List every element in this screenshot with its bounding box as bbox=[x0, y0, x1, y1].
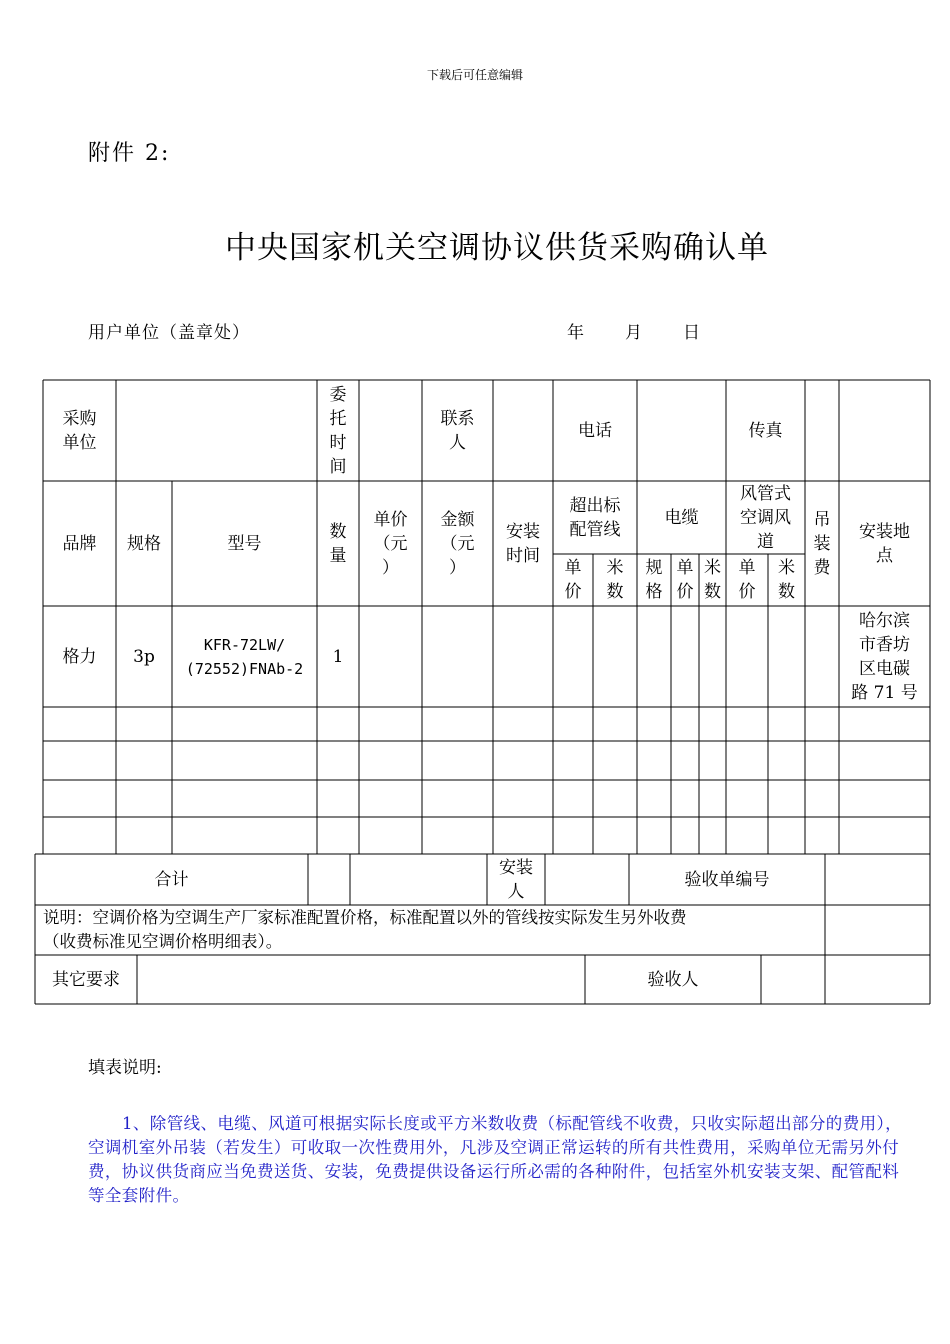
contact-value[interactable] bbox=[493, 380, 553, 481]
row-brand: 格力 bbox=[62, 646, 97, 667]
fill-note-heading: 填表说明: bbox=[88, 1058, 162, 1078]
entrust-time-value[interactable] bbox=[359, 380, 422, 481]
duct-unit-price-header: 单 价 bbox=[738, 558, 756, 602]
attachment-label: 附件 2: bbox=[88, 141, 171, 166]
other-requirements-label: 其它要求 bbox=[52, 969, 120, 990]
pricing-note: 说明：空调价格为空调生产厂家标准配置价格，标准配置以外的管线按实际发生另外收费 （收费标准见空调价格明细表）。 bbox=[43, 908, 687, 951]
header-note: 下载后可任意编辑 bbox=[426, 68, 523, 82]
cable-spec-header: 规 格 bbox=[645, 558, 663, 602]
cable-unit-price-header: 单 价 bbox=[676, 558, 694, 602]
day-label: 日 bbox=[683, 323, 700, 343]
install-time-header: 安装 时间 bbox=[506, 521, 540, 566]
installer-label: 安装 人 bbox=[499, 857, 533, 902]
quantity-header: 数 量 bbox=[329, 521, 347, 566]
month-label: 月 bbox=[625, 323, 642, 343]
entrust-time-label: 委 托 时 间 bbox=[329, 384, 347, 477]
brand-header: 品牌 bbox=[62, 533, 97, 554]
model-header: 型号 bbox=[227, 533, 262, 554]
year-label: 年 bbox=[567, 323, 584, 343]
duct-meters-header: 米 数 bbox=[778, 558, 795, 602]
fax-label: 传真 bbox=[748, 420, 783, 441]
phone-value[interactable] bbox=[637, 380, 726, 481]
extra-pipe-header: 超出标 配管线 bbox=[569, 495, 621, 540]
row-install-location: 哈尔滨 市香坊 区电碳 路 71 号 bbox=[851, 610, 918, 703]
row-quantity: 1 bbox=[332, 646, 344, 667]
row-model: KFR-72LW/ (72552)FNAb-2 bbox=[185, 635, 304, 678]
buyer-unit-value[interactable] bbox=[116, 380, 317, 481]
acceptor-label: 验收人 bbox=[647, 969, 699, 990]
fill-note-item-1: 1、除管线、电缆、风道可根据实际长度或平方米数收费（标配管线不收费，只收实际超出部分的费用），空调机室外吊装（若发生）可收取一次性费用外，凡涉及空调正常运转的所有共性费用，采购单位无需另外付费，协议供货商应当免费送货、安装，免费提供设备运行所必需的各种附件，包括室外机安装支架、配管配料等全套附件。 bbox=[88, 1114, 903, 1205]
document-title: 中央国家机关空调协议供货采购确认单 bbox=[225, 230, 769, 266]
user-unit-label: 用户单位（盖章处） bbox=[88, 323, 250, 343]
cable-meters-header: 米 数 bbox=[704, 558, 721, 602]
pipe-meters-header: 米 数 bbox=[606, 558, 624, 602]
duct-header: 风管式 空调风 道 bbox=[740, 483, 791, 552]
unit-price-header: 单价 （元 ） bbox=[373, 509, 408, 578]
install-location-header: 安装地 点 bbox=[859, 521, 910, 566]
contact-label: 联系 人 bbox=[440, 408, 475, 453]
amount-header: 金额 （元 ） bbox=[440, 509, 475, 578]
buyer-unit-label: 采购 单位 bbox=[62, 408, 97, 453]
fax-value[interactable] bbox=[805, 380, 930, 481]
row-spec: 3p bbox=[133, 646, 155, 667]
spec-header: 规格 bbox=[127, 533, 161, 554]
phone-label: 电话 bbox=[578, 420, 612, 441]
acceptance-number-label: 验收单编号 bbox=[684, 869, 770, 890]
pipe-unit-price-header: 单 价 bbox=[564, 558, 582, 602]
hoist-fee-header: 吊 装 费 bbox=[813, 509, 831, 578]
total-label: 合计 bbox=[154, 869, 189, 890]
cable-header: 电缆 bbox=[664, 507, 699, 528]
